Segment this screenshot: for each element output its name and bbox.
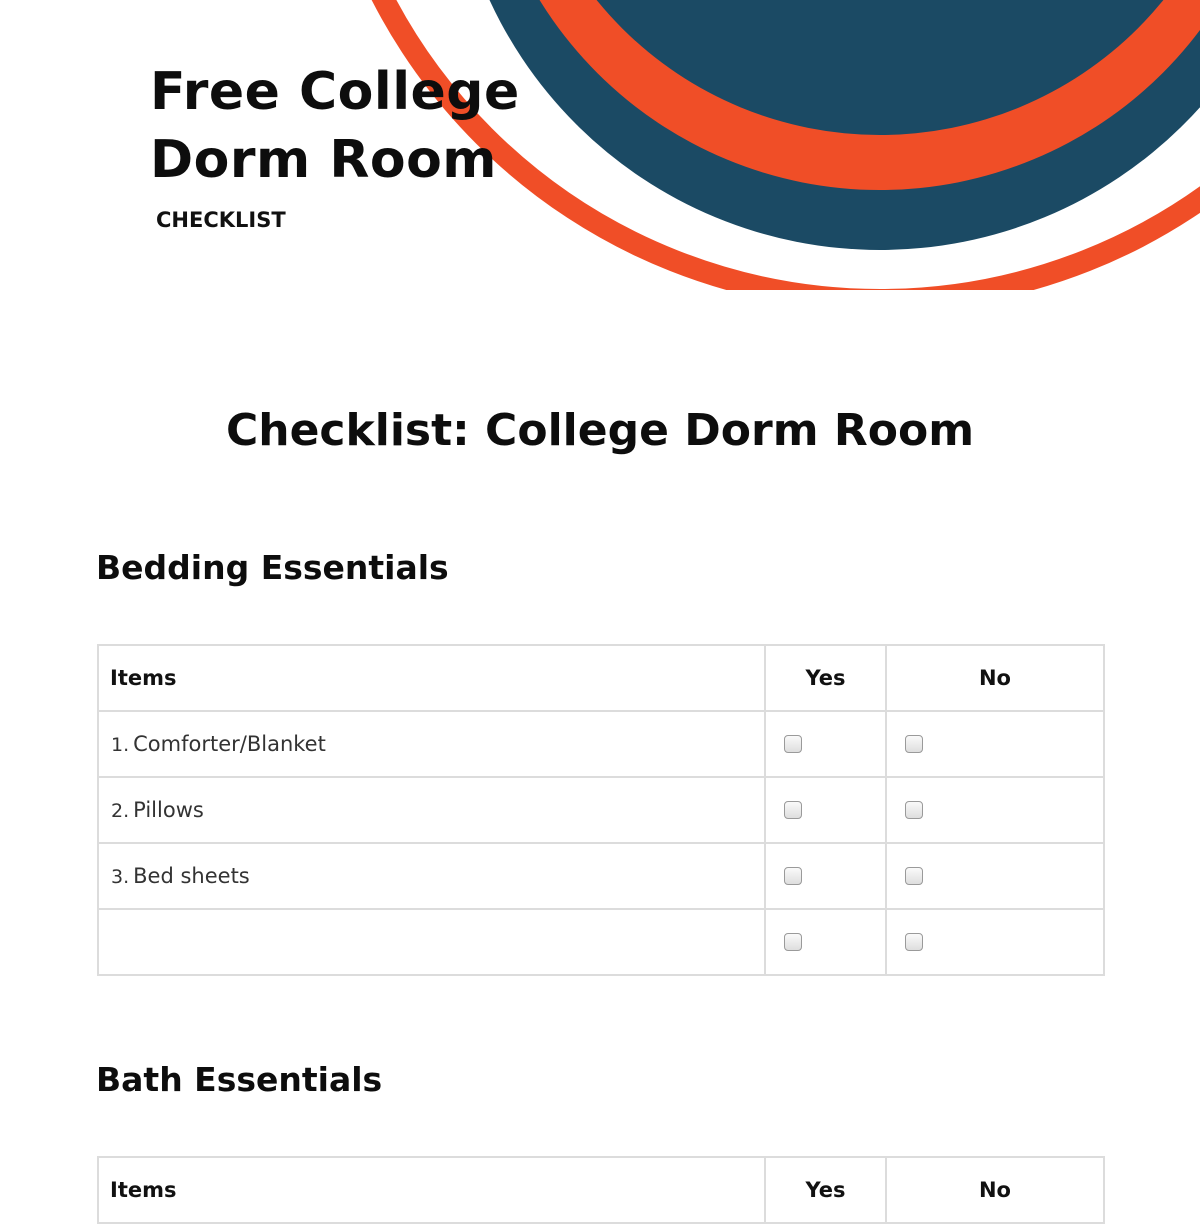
section-title-bath: Bath Essentials bbox=[96, 1060, 383, 1099]
item-cell bbox=[98, 777, 765, 843]
yes-checkbox[interactable] bbox=[784, 801, 802, 819]
yes-cell bbox=[765, 777, 886, 843]
no-checkbox[interactable] bbox=[905, 867, 923, 885]
column-header-no: No bbox=[886, 1157, 1104, 1223]
title-line-2: Dorm Room bbox=[150, 130, 497, 190]
table-row bbox=[98, 843, 1104, 909]
item-number: 3. bbox=[111, 866, 130, 888]
column-header-items: Items bbox=[98, 645, 765, 711]
title-line-1: Free College bbox=[150, 62, 520, 122]
yes-cell bbox=[765, 711, 886, 777]
page-title bbox=[150, 58, 520, 194]
no-cell bbox=[886, 777, 1104, 843]
table-row bbox=[98, 711, 1104, 777]
bedding-checklist-table bbox=[97, 644, 1105, 976]
column-header-items: Items bbox=[98, 1157, 765, 1223]
column-header-yes: Yes bbox=[765, 645, 886, 711]
no-cell bbox=[886, 909, 1104, 975]
item-label: Pillows bbox=[133, 798, 204, 822]
item-number: 2. bbox=[111, 800, 130, 822]
table-row bbox=[98, 909, 1104, 975]
section-title-bedding: Bedding Essentials bbox=[96, 548, 449, 587]
item-cell bbox=[98, 909, 765, 975]
table-header-row bbox=[98, 645, 1104, 711]
header-banner bbox=[0, 0, 1200, 290]
item-cell bbox=[98, 843, 765, 909]
page-subtitle: CHECKLIST bbox=[156, 208, 286, 232]
yes-cell bbox=[765, 909, 886, 975]
no-checkbox[interactable] bbox=[905, 933, 923, 951]
item-label: Comforter/Blanket bbox=[133, 732, 326, 756]
item-cell bbox=[98, 711, 765, 777]
bath-checklist-table bbox=[97, 1156, 1105, 1224]
item-label: Bed sheets bbox=[133, 864, 250, 888]
column-header-no: No bbox=[886, 645, 1104, 711]
no-checkbox[interactable] bbox=[905, 801, 923, 819]
no-cell bbox=[886, 711, 1104, 777]
document-title: Checklist: College Dorm Room bbox=[225, 405, 975, 456]
column-header-yes: Yes bbox=[765, 1157, 886, 1223]
yes-checkbox[interactable] bbox=[784, 933, 802, 951]
item-number: 1. bbox=[111, 734, 130, 756]
no-checkbox[interactable] bbox=[905, 735, 923, 753]
yes-checkbox[interactable] bbox=[784, 735, 802, 753]
no-cell bbox=[886, 843, 1104, 909]
yes-cell bbox=[765, 843, 886, 909]
yes-checkbox[interactable] bbox=[784, 867, 802, 885]
table-row bbox=[98, 777, 1104, 843]
table-header-row bbox=[98, 1157, 1104, 1223]
